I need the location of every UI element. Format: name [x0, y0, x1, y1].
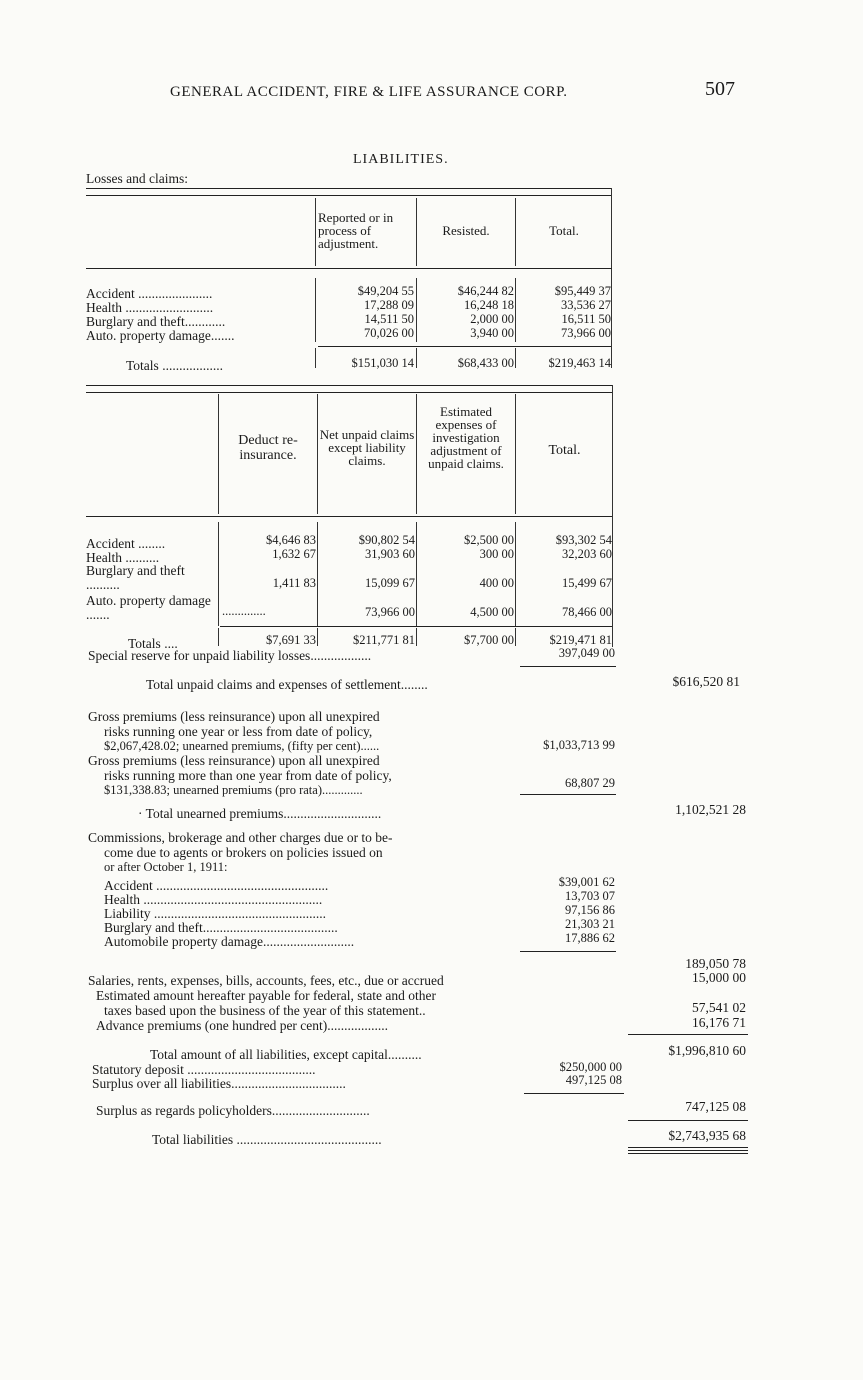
col-header-total: Total.	[548, 443, 581, 458]
list-item: Burglary and theft........................................	[104, 920, 338, 935]
text-line: Estimated amount hereafter payable for federal, state and other	[96, 988, 436, 1003]
table-cell: $68,433 00	[457, 356, 514, 370]
list-item: Health .....................................................	[104, 892, 323, 907]
table-cell: $2,500 00	[464, 533, 514, 547]
table-cell: $4,646 83	[266, 533, 316, 547]
row-label: Health	[86, 300, 122, 315]
item-value: 13,703 07	[565, 889, 615, 903]
table-cell: $211,771 81	[352, 633, 415, 647]
table-cell: $46,244 82	[457, 284, 514, 298]
row-label: Auto. property damage	[86, 593, 211, 608]
text-line: $131,338.83; unearned premiums (pro rata).............	[104, 783, 363, 797]
text-line: or after October 1, 1911:	[104, 860, 228, 874]
advance-premiums-row: Advance premiums (one hundred per cent)..................	[96, 1018, 389, 1033]
col-header-resisted: Resisted.	[442, 223, 490, 238]
total-unearned-label: Total unearned premiums	[145, 806, 284, 821]
table-cell: $90,802 54	[358, 533, 415, 547]
item-label: Liability	[104, 906, 151, 921]
special-reserve-value: 397,049 00	[558, 646, 615, 660]
gross-premiums-2	[88, 753, 392, 798]
col-header-estimated: Estimated expenses of investigation adjustment of unpaid claims.	[428, 404, 504, 471]
table-cell: 33,536 27	[561, 298, 611, 312]
row-label: Health	[86, 550, 122, 565]
advance-premiums-value: 16,176 71	[692, 1015, 746, 1030]
table-cell: $151,030 14	[351, 356, 414, 370]
statutory-deposit-row: Statutory deposit ......................................	[92, 1062, 316, 1077]
table-cell: $7,691 33	[266, 633, 316, 647]
total-unearned-value: 1,102,521 28	[675, 802, 746, 817]
running-header: GENERAL ACCIDENT, FIRE & LIFE ASSURANCE CORP.	[170, 84, 568, 100]
surplus-policyholders-label: Surplus as regards policyholders	[96, 1103, 272, 1118]
total-except-capital-row: Total amount of all liabilities, except capital..........	[150, 1047, 422, 1062]
col-header-deduct: Deduct re-insurance.	[238, 433, 298, 463]
text-line: taxes based upon the business of the year of this statement..	[104, 1003, 426, 1018]
table-cell: 1,632 67	[272, 547, 316, 561]
text-line: Gross premiums (less reinsurance) upon all unexpired	[88, 709, 380, 724]
table-cell: 15,499 67	[562, 576, 612, 590]
total-liabilities-value: $2,743,935 68	[668, 1128, 746, 1143]
text-line: come due to agents or brokers on policies issued on	[104, 845, 383, 860]
total-liabilities-label: Total liabilities	[152, 1132, 234, 1147]
table-cell: 78,466 00	[562, 605, 612, 619]
item-value: 97,156 86	[565, 903, 615, 917]
special-reserve-row: Special reserve for unpaid liability losses..................	[88, 648, 372, 663]
item-label: Health	[104, 892, 140, 907]
table-cell: 73,966 00	[365, 605, 415, 619]
text-line: risks running more than one year from date of policy,	[104, 768, 392, 783]
table-cell: 70,026 00	[364, 326, 414, 340]
surplus-policyholders-row: Surplus as regards policyholders.............................	[96, 1103, 370, 1118]
commissions-total: 189,050 78	[685, 956, 746, 971]
text-line: $2,067,428.02; unearned premiums, (fifty per cent)......	[104, 739, 380, 753]
table-cell: $219,463 14	[548, 356, 611, 370]
item-label: Burglary and theft	[104, 920, 203, 935]
table-cell: 400 00	[479, 576, 514, 590]
gross-premiums-1	[88, 709, 380, 754]
table-cell: $219,471 81	[549, 633, 612, 647]
special-reserve-label: Special reserve for unpaid liability losses	[88, 648, 311, 663]
table-cell: 4,500 00	[470, 605, 514, 619]
table-cell: 31,903 60	[365, 547, 415, 561]
gross-premiums-2-value: 68,807 29	[565, 776, 615, 790]
col-header-reported: Reported or in process of adjustment.	[318, 210, 394, 251]
table-cell: 14,511 50	[364, 312, 414, 326]
page-number: 507	[705, 78, 735, 100]
table-cell: 17,288 09	[364, 298, 414, 312]
salaries-label: Salaries, rents, expenses, bills, accounts, fees, etc., due or accrued	[88, 973, 444, 988]
surplus-over-value: 497,125 08	[565, 1073, 622, 1087]
row-label: Burglary and theft	[86, 563, 185, 578]
item-value: 17,886 62	[565, 931, 615, 945]
table-cell: 3,940 00	[470, 326, 514, 340]
estimated-tax-block	[96, 988, 436, 1018]
item-value: 21,303 21	[565, 917, 615, 931]
statutory-deposit-value: $250,000 00	[559, 1060, 622, 1074]
text-line: Commissions, brokerage and other charges due or to be-	[88, 830, 393, 845]
col-header-total: Total.	[549, 223, 579, 238]
total-except-capital-value: $1,996,810 60	[668, 1043, 746, 1058]
commissions-block	[88, 830, 393, 875]
col-header-net-unpaid: Net unpaid claims except liability claims.	[319, 427, 415, 468]
row-label: Burglary and theft	[86, 314, 185, 329]
table-cell: $95,449 37	[554, 284, 611, 298]
item-value: $39,001 62	[558, 875, 615, 889]
item-label: Accident	[104, 878, 153, 893]
totals-label: Totals	[126, 358, 159, 373]
list-item: Liability ...................................................	[104, 906, 326, 921]
total-unpaid-label: Total unpaid claims and expenses of settlement	[146, 677, 401, 692]
table-cell: $7,700 00	[464, 633, 514, 647]
salaries-value: 15,000 00	[692, 970, 746, 985]
total-unearned-row: · Total unearned premiums.............................	[138, 806, 382, 821]
list-item: Automobile property damage...........................	[104, 934, 355, 949]
table-cell: 32,203 60	[562, 547, 612, 561]
table-cell: 15,099 67	[365, 576, 415, 590]
total-unpaid-value: $616,520 81	[672, 674, 740, 689]
text-line: Gross premiums (less reinsurance) upon all unexpired	[88, 753, 380, 768]
total-unpaid-row: Total unpaid claims and expenses of settlement........	[146, 677, 428, 692]
table-cell: 1,411 83	[272, 576, 316, 590]
table-cell: 300 00	[479, 547, 514, 561]
estimated-tax-value: 57,541 02	[692, 1000, 746, 1015]
totals-label: Totals	[128, 636, 161, 651]
row-label: Accident	[86, 286, 135, 301]
table-cell: 73,966 00	[561, 326, 611, 340]
gross-premiums-1-value: $1,033,713 99	[543, 738, 615, 752]
row-label: Accident	[86, 536, 135, 551]
advance-premiums-label: Advance premiums (one hundred per cent)	[96, 1018, 328, 1033]
surplus-policyholders-value: 747,125 08	[685, 1099, 746, 1114]
losses-label: Losses and claims:	[86, 171, 188, 186]
table-cell: $49,204 55	[357, 284, 414, 298]
table-cell: 2,000 00	[470, 312, 514, 326]
total-liabilities-row: Total liabilities ...........................................	[152, 1132, 382, 1147]
total-except-capital-label: Total amount of all liabilities, except capital	[150, 1047, 388, 1062]
list-item: Accident ...................................................	[104, 878, 329, 893]
table-cell: $93,302 54	[555, 533, 612, 547]
row-label: Auto. property damage	[86, 328, 211, 343]
section-title: LIABILITIES.	[353, 152, 449, 167]
surplus-over-label: Surplus over all liabilities	[92, 1076, 232, 1091]
item-label: Automobile property damage	[104, 934, 263, 949]
table-cell: 16,511 50	[561, 312, 611, 326]
text-line: risks running one year or less from date of policy,	[104, 724, 373, 739]
statutory-deposit-label: Statutory deposit	[92, 1062, 184, 1077]
table-cell: 16,248 18	[464, 298, 514, 312]
surplus-over-row: Surplus over all liabilities..................................	[92, 1076, 346, 1091]
